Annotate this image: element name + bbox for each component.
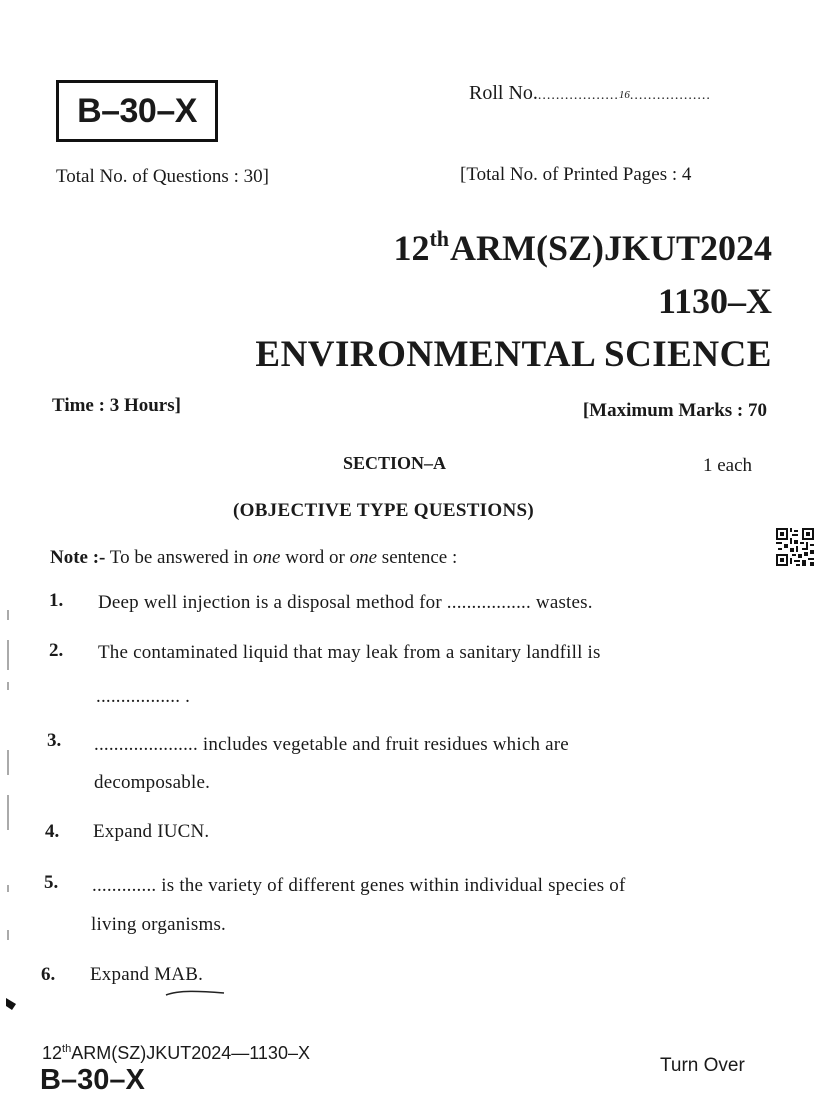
roll-number-field (469, 82, 711, 105)
question-text: Expand MAB. (90, 964, 204, 985)
roll-dots-after: .................. (629, 88, 711, 103)
marks-each: 1 each (703, 455, 753, 476)
question-text-continued: ................. . (96, 686, 191, 707)
question-text: Deep well injection is a disposal method for ................. wastes. (98, 592, 593, 613)
question-type-heading: (OBJECTIVE TYPE QUESTIONS) (233, 500, 534, 521)
exam-code-prefix: 12 (393, 228, 430, 268)
question-text: ..................... includes vegetable and fruit residues which are (94, 734, 569, 755)
total-pages: [Total No. of Printed Pages : 4 (460, 164, 692, 185)
exam-code-sup: th (429, 226, 449, 251)
footer-code-sup: th (62, 1043, 72, 1055)
handwritten-underline (164, 988, 226, 998)
qr-code-icon (776, 528, 814, 566)
instruction-note (50, 547, 457, 569)
question-number: 1. (49, 590, 64, 611)
question-number: 3. (47, 730, 62, 751)
question-number: 4. (45, 821, 60, 842)
question-number: 5. (44, 872, 59, 893)
note-text-3: sentence : (377, 547, 458, 568)
footer-code-suffix: ARM(SZ)JKUT2024—1130–X (71, 1043, 310, 1063)
question-text: ............. is the variety of different genes within individual species of (92, 875, 626, 896)
total-questions: Total No. of Questions : 30] (56, 166, 269, 187)
maximum-marks: [Maximum Marks : 70 (582, 400, 767, 421)
exam-time: Time : 3 Hours] (52, 395, 181, 416)
subject-code: 1130–X (657, 281, 772, 321)
question-number: 6. (41, 964, 56, 985)
question-text-continued: living organisms. (91, 914, 226, 935)
subject-title: ENVIRONMENTAL SCIENCE (255, 334, 772, 375)
turn-over-label: Turn Over (660, 1055, 745, 1076)
exam-code-suffix: ARM(SZ)JKUT2024 (450, 228, 772, 268)
footer-exam-code (42, 1043, 310, 1064)
exam-code-title (393, 226, 772, 269)
note-text-2: word or (280, 547, 350, 568)
roll-dots: .................. (537, 88, 619, 103)
note-emphasis-2: one (349, 547, 378, 568)
question-text: The contaminated liquid that may leak from a sanitary landfill is (98, 642, 601, 663)
question-text: Expand IUCN. (93, 821, 210, 842)
roll-handwritten: 16 (618, 89, 630, 101)
footer-code-prefix: 12 (42, 1043, 63, 1063)
note-label: Note :- (50, 547, 106, 568)
question-text-continued: decomposable. (94, 772, 211, 793)
section-heading: SECTION–A (343, 453, 447, 473)
footer-paper-code: B–30–X (40, 1064, 145, 1096)
note-emphasis-1: one (253, 547, 281, 568)
note-text-1: To be answered in (105, 547, 254, 568)
paper-code-box: B–30–X (56, 80, 218, 142)
question-number: 2. (49, 640, 64, 661)
scan-margin-marks (0, 600, 22, 1020)
roll-label: Roll No. (469, 82, 538, 104)
